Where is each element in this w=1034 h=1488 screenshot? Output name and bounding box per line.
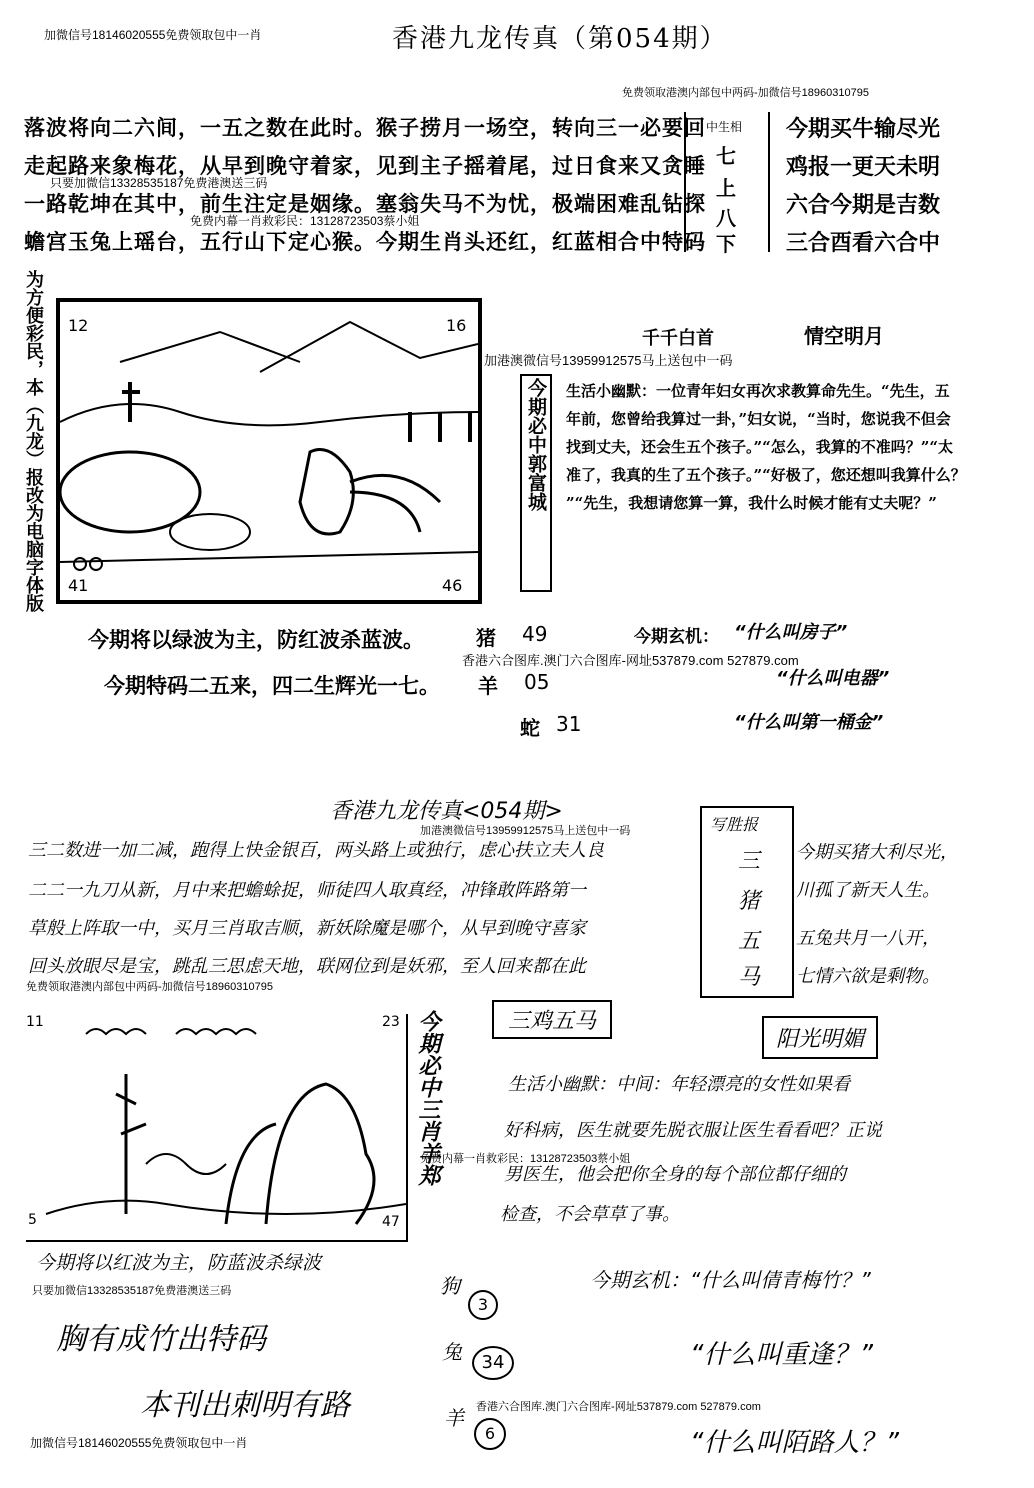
mystery-item: “什么叫房子” <box>734 622 848 643</box>
corner-number: 47 <box>382 1214 400 1230</box>
zodiac-number: 05 <box>524 670 550 694</box>
zodiac-number: 34 <box>472 1346 514 1380</box>
site-ad: 香港六合图库.澳门六合图库-网址537879.com 527879.com <box>476 1401 761 1413</box>
zodiac-number: 3 <box>468 1290 498 1320</box>
zodiac-name: 猪 <box>476 626 496 650</box>
corner-number: 5 <box>28 1212 37 1228</box>
story-line: ”“先生，我想请您算一算，我什么时候才能有丈夫呢？” <box>566 494 937 512</box>
side-box-char: 下 <box>716 232 736 256</box>
humor-line: 检查，不会草草了事。 <box>500 1204 680 1225</box>
right-line: 六合今期是吉数 <box>786 192 941 218</box>
right-line: 今期买牛输尽光 <box>786 116 941 142</box>
story-heading-left: 千千白首 <box>642 328 714 349</box>
corner-number: 11 <box>26 1014 44 1030</box>
story-vertical: 今期必中郭富城 <box>520 374 552 592</box>
humor-line: 生活小幽默：中间：年轻漂亮的女性如果看 <box>508 1074 850 1095</box>
mystery-item: “什么叫第一桶金” <box>734 712 884 733</box>
zodiac-name: 兔 <box>442 1340 462 1364</box>
header-right-ad: 免费领取港澳内部包中两码-加微信号18960310795 <box>622 87 869 99</box>
badge-box <box>700 806 794 998</box>
rooster-picture <box>56 298 482 604</box>
corner-number: 16 <box>446 316 467 335</box>
overlay-ad: 只要加微信13328535187免费港澳送三码 <box>50 176 268 190</box>
badge-char: 五 <box>738 929 761 954</box>
story-line: 找到丈夫，还会生五个孩子。”“怎么，我算的不准吗？”“太 <box>566 438 954 456</box>
story-heading-right: 情空明月 <box>804 324 884 348</box>
landscape-drawing <box>26 1014 406 1240</box>
boxed-label: 三鸡五马 <box>492 1000 612 1039</box>
story-ad: 加港澳微信号13959912575马上送包中一码 <box>484 353 733 368</box>
side-box-char: 八 <box>716 206 736 230</box>
hand-mystery: “什么叫重逢？” <box>690 1340 873 1370</box>
tip-line: 今期特码二五来，四二生辉光一七。 <box>104 673 440 698</box>
side-box <box>684 112 770 256</box>
right-line: 鸡报一更天未明 <box>786 154 941 180</box>
humor-line: 好科病，医生就要先脱衣服让医生看看吧？正说 <box>504 1120 882 1141</box>
story-line: 生活小幽默：一位青年妇女再次求教算命先生。“先生，五 <box>566 382 950 400</box>
side-box-label: 中生相 <box>706 120 743 134</box>
hand-mystery: 今期玄机：“什么叫倩青梅竹？” <box>590 1268 871 1292</box>
zodiac-number: 31 <box>556 712 582 736</box>
badge-char: 猪 <box>738 889 761 914</box>
hand-line: 三二数进一加二减，跑得上快金银百，两头路上或独行，虑心扶立夫人良 <box>28 840 604 861</box>
hand-ad: 免费内幕一肖救彩民：13128723503蔡小姐 <box>420 1153 631 1165</box>
boxed-label: 阳光明媚 <box>762 1016 878 1059</box>
hand-line: 草般上阵取一中，买月三肖取吉顺，新妖除魔是哪个，从早到晚守喜家 <box>28 918 586 939</box>
side-box-char: 七 <box>716 144 736 168</box>
zodiac-name: 蛇 <box>520 716 540 740</box>
zodiac-name: 羊 <box>478 674 498 698</box>
hand-bottom-line: 今期将以红波为主，防蓝波杀绿波 <box>36 1252 322 1274</box>
zodiac-name: 狗 <box>440 1274 460 1298</box>
site-ad: 香港六合图库.澳门六合图库-网址537879.com 527879.com <box>462 653 799 668</box>
right-line: 三合酉看六合中 <box>786 230 941 256</box>
story-line: 准了，我真的生了五个孩子。”“好极了，您还想叫我算什么？ <box>566 466 966 484</box>
header-left-ad: 加微信号18146020555免费领取包中一肖 <box>44 28 262 42</box>
badge-char: 马 <box>738 965 761 990</box>
story-line: 年前，您曾给我算过一卦，”妇女说，“当时，您说我不但会 <box>566 410 951 428</box>
corner-number: 46 <box>442 576 463 595</box>
landscape-picture <box>26 1014 408 1242</box>
poem-line: 落波将向二六间，一五之数在此时。猴子捞月一场空，转向三一必要回 <box>24 115 706 140</box>
hand-vertical: 今期必中三肖羊郑 <box>415 1010 440 1186</box>
page-title: 香港九龙传真（第054期） <box>392 24 728 54</box>
tip-line: 今期将以绿波为主，防红波杀蓝波。 <box>88 627 424 652</box>
zodiac-number: 6 <box>474 1418 506 1450</box>
zodiac-number: 49 <box>522 622 548 646</box>
hand-bottom-line: 胸有成竹出特码 <box>56 1322 266 1357</box>
hand-ad: 只要加微信13328535187免费港澳送三码 <box>32 1285 232 1297</box>
badge-right-line: 川孤了新天人生。 <box>796 880 940 901</box>
hand-line: 二二一九刀从新，月中来把蟾蜍捉，师徒四人取真经，冲锋敢阵路第一 <box>28 880 586 901</box>
hand-bottom-line: 本刊出刺明有路 <box>140 1388 350 1423</box>
badge-right-line: 今期买猪大利尽光， <box>796 842 958 863</box>
footer-ad: 加微信号18146020555免费领取包中一肖 <box>30 1436 248 1450</box>
corner-number: 23 <box>382 1014 400 1030</box>
hand-ad: 加港澳微信号13959912575马上送包中一码 <box>420 825 631 837</box>
corner-number: 12 <box>68 316 89 335</box>
humor-line: 男医生，他会把你全身的每个部位都仔细的 <box>504 1164 846 1185</box>
corner-number: 41 <box>68 576 89 595</box>
left-vertical-text: 为方便彩民，本（九龙）报改为电脑字体版 <box>23 270 44 612</box>
badge-right-line: 七情六欲是剩物。 <box>796 966 940 987</box>
badge-char: 三 <box>738 849 761 874</box>
overlay-ad: 免费内幕一肖救彩民：13128723503蔡小姐 <box>190 214 420 228</box>
poem-line: 走起路来象梅花，从早到晚守着家，见到主子摇着尾，过日食来又贪睡 <box>24 153 706 178</box>
poem-line: 蟾宫玉兔上瑶台，五行山下定心猴。今期生肖头还红，红蓝相合中特码 <box>24 229 706 254</box>
badge-right-line: 五兔共月一八开， <box>796 928 940 949</box>
hand-mystery: “什么叫陌路人？” <box>690 1428 899 1458</box>
hand-ad: 免费领取港澳内部包中两码-加微信号18960310795 <box>26 981 273 993</box>
side-box-char: 上 <box>716 176 736 200</box>
rooster-drawing <box>60 302 478 600</box>
mystery-label: 今期玄机： <box>634 627 719 647</box>
hand-title: 香港九龙传真<054期> <box>330 799 563 824</box>
hand-line: 回头放眼尽是宝，跳乱三思虑天地，联网位到是妖邪，至人回来都在此 <box>28 956 586 977</box>
poem-line: 一路乾坤在其中，前生注定是姻缘。塞翁失马不为忧，极端困难乱钻探 <box>24 191 706 216</box>
badge-title: 写胜报 <box>710 815 759 834</box>
zodiac-name: 羊 <box>444 1406 464 1430</box>
mystery-item: “什么叫电器” <box>776 668 890 689</box>
